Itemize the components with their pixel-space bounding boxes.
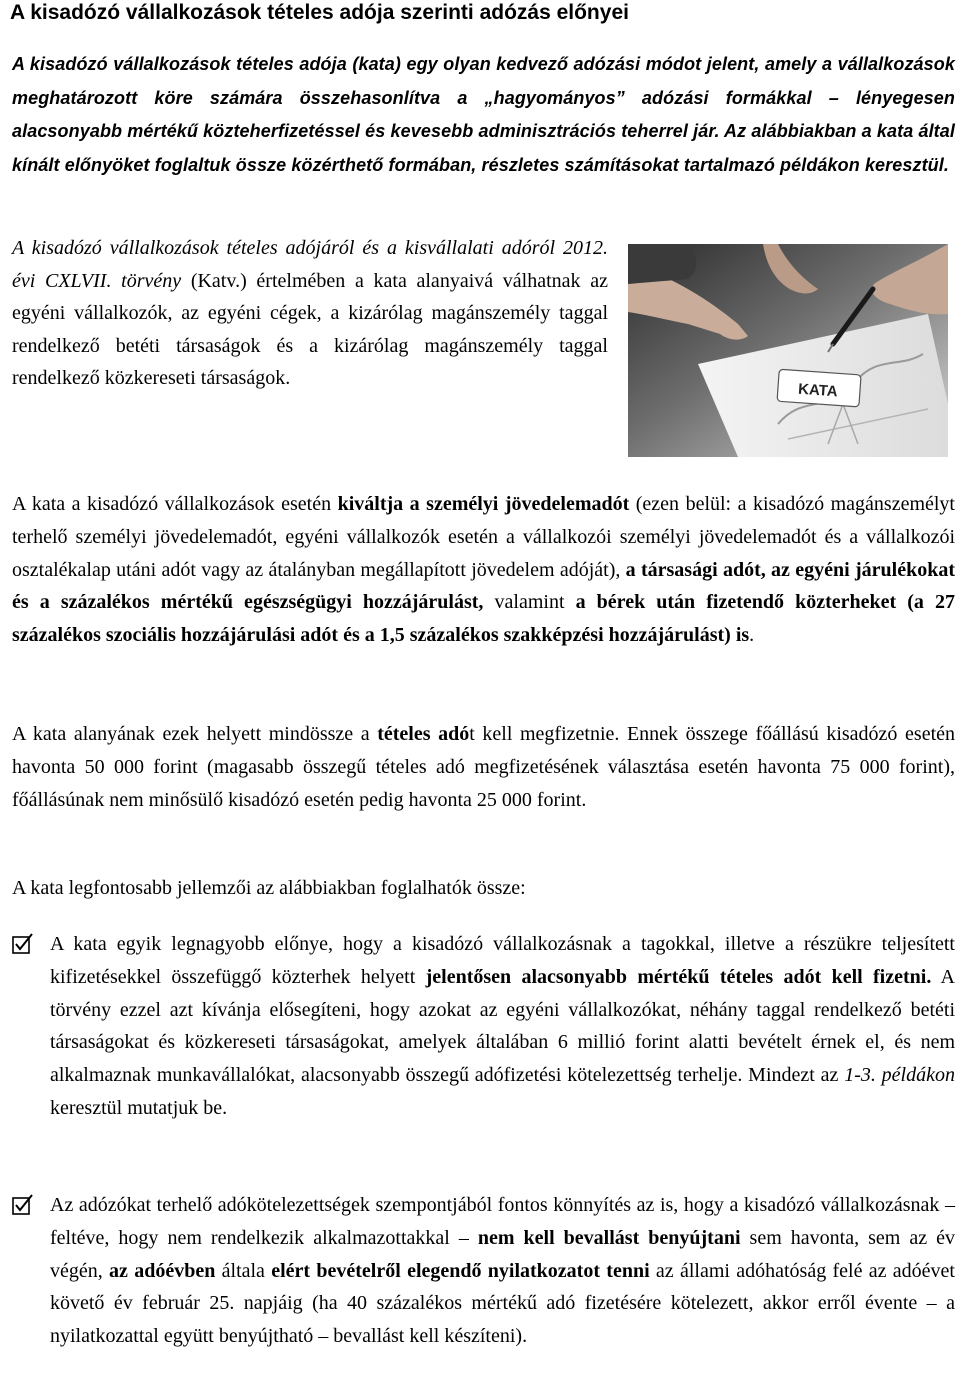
checkbox-checked-icon <box>12 933 34 955</box>
page-title: A kisadózó vállalkozások tételes adója szerinti adózás előnyei <box>10 1 629 24</box>
text-span: A kata a kisadózó vállalkozások esetén <box>12 493 338 515</box>
text-span: Az adózókat terhelő adókötelezettségek szempontjából fontos könnyítés az is, hogy a kisadózó vállalkozásnak – feltéve, hogy nem rendelkezik alkalmazottakkal – <box>50 1194 955 1249</box>
italic-span: 1-3. példákon <box>844 1064 955 1087</box>
paragraph-summary-intro: A kata legfontosabb jellemzői az alábbiakban foglalhatók össze: <box>12 877 526 899</box>
law-citation: A kisadózó vállalkozások tételes adójáról és a kisvállalati adóról 2012. évi CXLVII. törvény <box>12 237 608 292</box>
bold-span: a bérek után fizetendő közterheket (a 27 százalékos szociális hozzájárulási adót és a 1,5 százalékos szakképzési hozzájárulást) is <box>12 591 955 647</box>
text-span: A kata alanyának ezek helyett mindössze a <box>12 723 378 745</box>
text-span: keresztül mutatjuk be. <box>50 1096 228 1119</box>
law-text: értelmében a kata alanyaivá válhatnak az egyéni vállalkozók, az egyéni cégek, a kizárólag magánszemély taggal rendelkező betéti társaságok és a kizárólag magánszemély taggal rendelkező közkereseti társaságok. <box>12 269 608 389</box>
bold-span: elért bevételről elegendő nyilatkozatot tenni <box>271 1259 650 1282</box>
text-span: . <box>749 624 755 647</box>
paragraph-kata-replaces <box>12 488 955 652</box>
bold-span: az adóévben <box>109 1259 216 1282</box>
text-span: általa <box>215 1259 272 1282</box>
bold-span: nem kell bevallást benyújtani <box>477 1226 741 1249</box>
bold-span: a társasági adót, az egyéni járulékokat és a százalékos mértékű egészségügyi hozzájárulást, <box>12 558 955 614</box>
text-span: A törvény ezzel azt kívánja elősegíteni, hogy azokat az egyéni vállalkozókat, néhány taggal rendelkező betéti társaságokat és közkereseti társaságokat, amelyek általában 6 millió forint alatti bevételt érnek el, és nem alkalmaznak munkavállalókat, alacsonyabb összegű adófizetési kötelezettség terhelje. Mindezt az <box>50 965 956 1087</box>
checklist-item-2 <box>12 1189 955 1353</box>
text-span: A kata egyik legnagyobb előnye, hogy a kisadózó vállalkozásnak a tagokkal, illetve a részükre teljesített kifizetésekkel összefüggő közterhek helyett <box>50 933 955 988</box>
law-paragraph <box>12 232 608 395</box>
text-span: t kell megfizetnie. Ennek összege főállású kisadózó esetén havonta 50 000 forint (magasabb összegű tételes adó megfizetésének választása esetén havonta 75 000 forint), főállásúnak nem minősülő kisadózó esetén pedig havonta 25 000 forint. <box>12 723 955 811</box>
bold-span: kiváltja a személyi jövedelemadót <box>337 493 630 515</box>
paragraph-flat-tax <box>12 718 955 816</box>
law-abbreviation: (Katv.) <box>181 269 247 292</box>
bold-span: tételes adó <box>377 723 470 745</box>
text-span: sem havonta, sem az év végén, <box>50 1226 956 1282</box>
text-span: az állami adóhatóság felé az adóévet követő év február 25. napjáig (ha 40 százalékos mértékű adó fizetésére kötelezett, akkor erről évente – a nyilatkozattal együtt benyújtható – bevallást kell készíteni). <box>50 1259 955 1348</box>
checklist-text-2 <box>50 1189 955 1353</box>
text-span: valamint <box>483 591 576 614</box>
text-span: (ezen belül: a kisadózó magánszemélyt terhelő személyi jövedelemadót, egyéni vállalkozók esetén a vállalkozói személyi jövedelemadót és a vállalkozói osztalékalap utáni adót vagy az átalányban megállapított jövedelem adóját), <box>12 493 955 581</box>
checklist-text-1 <box>50 928 955 1125</box>
checkbox-checked-icon <box>12 1194 34 1216</box>
bold-span: jelentősen alacsonyabb mértékű tételes adót kell fizetni. <box>425 965 932 988</box>
kata-photo <box>628 244 948 457</box>
kata-card-label: KATA <box>797 380 839 401</box>
checklist-item-1 <box>12 928 955 1125</box>
intro-paragraph: A kisadózó vállalkozások tételes adója (kata) egy olyan kedvező adózási módot jelent, amely a vállalkozások meghatározott köre számára összehasonlítva a „hagyományos” adózási formákkal – lényegesen alacsonyabb mértékű közteherfizetéssel és kevesebb adminisztrációs teherrel jár. Az alábbiakban a kata által kínált előnyöket foglaltuk össze közérthető formában, részletes számításokat tartalmazó példákon keresztül. <box>12 54 955 175</box>
